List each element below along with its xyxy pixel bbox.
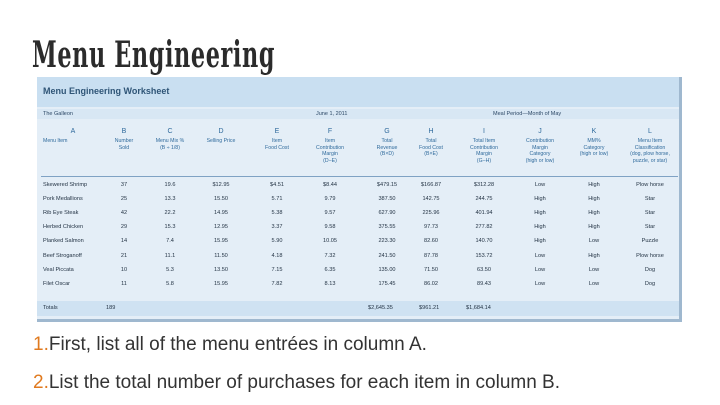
totals-bar <box>37 301 679 316</box>
bullet-1-text: First, list all of the menu entrées in column A. <box>48 334 427 355</box>
row-7-col-c: 5.3 <box>166 266 174 273</box>
row-8-col-k: Low <box>588 280 600 287</box>
row-2-col-k: High <box>588 196 600 203</box>
row-5-col-g: 223.30 <box>378 238 396 245</box>
row-4-col-d: 12.95 <box>214 224 228 231</box>
row-8-col-d: 15.95 <box>214 280 228 287</box>
row-3-col-f: 9.57 <box>324 210 336 217</box>
row-3-col-b: 42 <box>120 210 128 217</box>
column-letter-k: K <box>591 128 597 135</box>
row-8-col-g: 175.45 <box>378 280 396 287</box>
row-3-col-l: Star <box>644 210 656 217</box>
row-5-col-e: 5.90 <box>271 238 283 245</box>
column-letter-g: G <box>384 128 390 135</box>
row-2-col-e: 5.71 <box>271 196 283 203</box>
row-4-col-e: 3.37 <box>271 224 283 231</box>
row-5-col-d: 15.95 <box>214 238 228 245</box>
row-1-col-d: $12.95 <box>212 182 230 188</box>
column-letter-h: H <box>428 128 434 135</box>
column-letter-c: C <box>167 128 173 135</box>
column-letter-i: I <box>483 128 485 135</box>
column-header-i: Total Item Contribution Margin (G−H) <box>470 138 498 164</box>
row-2-col-d: 15.50 <box>214 196 228 203</box>
row-3-col-e: 5.38 <box>271 210 283 217</box>
row-3-col-a: Rib Eye Steak <box>43 210 79 217</box>
column-letter-j: J <box>538 128 542 135</box>
column-letter-a: A <box>70 128 76 135</box>
row-5-col-b: 14 <box>120 238 128 245</box>
column-header-d: Selling Price <box>206 138 236 144</box>
row-5-col-a: Planked Salmon <box>43 238 84 245</box>
row-1-col-k: High <box>588 182 600 188</box>
bullet-2 <box>33 372 560 394</box>
row-7-col-k: Low <box>588 266 600 273</box>
row-6-col-c: 11.1 <box>164 252 176 259</box>
column-letter-e: E <box>274 128 280 135</box>
bullet-2-text: List the total number of purchases for each item in column B. <box>48 372 561 393</box>
row-2-col-b: 25 <box>120 196 128 203</box>
row-8-col-i: 89.43 <box>477 280 491 287</box>
header-rule <box>41 176 678 177</box>
row-2-col-i: 244.75 <box>475 196 493 203</box>
row-1-col-f: $8.44 <box>323 182 337 188</box>
row-6-col-h: 87.78 <box>424 252 438 259</box>
row-7-col-h: 71.50 <box>424 266 438 273</box>
row-3-col-g: 627.90 <box>378 210 396 217</box>
row-6-col-d: 11.50 <box>214 252 228 259</box>
row-5-col-l: Puzzle <box>641 238 659 245</box>
row-3-col-d: 14.95 <box>214 210 228 217</box>
totals-label: Totals <box>43 305 58 311</box>
row-6-col-j: Low <box>534 252 546 259</box>
row-8-col-l: Dog <box>644 280 656 287</box>
row-1-col-j: Low <box>534 182 546 188</box>
row-2-col-g: 387.50 <box>378 196 396 203</box>
totals-revenue: $2,645.35 <box>368 305 393 311</box>
column-header-f: Item Contribution Margin (D−E) <box>316 138 344 164</box>
row-1-col-h: $166.87 <box>420 182 442 188</box>
slide-title: Menu Engineering <box>32 34 276 76</box>
row-8-col-b: 11 <box>121 280 127 287</box>
totals-food-cost: $961.21 <box>419 305 440 311</box>
row-1-col-g: $479.15 <box>376 182 398 188</box>
restaurant-name: The Galleon <box>43 111 73 117</box>
row-8-col-e: 7.82 <box>271 280 283 287</box>
totals-number-sold: 189 <box>106 305 116 311</box>
row-6-col-i: 153.72 <box>475 252 493 259</box>
row-3-col-c: 22.2 <box>164 210 176 217</box>
row-7-col-l: Dog <box>644 266 656 273</box>
row-6-col-g: 241.50 <box>378 252 396 259</box>
row-6-col-l: Plow horse <box>636 252 664 259</box>
column-letter-l: L <box>648 128 652 135</box>
row-2-col-h: 142.75 <box>422 196 440 203</box>
worksheet-date: June 1, 2011 <box>316 111 348 117</box>
row-2-col-c: 13.3 <box>164 196 176 203</box>
row-3-col-i: 401.94 <box>475 210 493 217</box>
row-4-col-g: 375.55 <box>378 224 396 231</box>
worksheet-title: Menu Engineering Worksheet <box>43 86 170 96</box>
row-1-col-e: $4.51 <box>270 182 284 188</box>
row-5-col-f: 10.05 <box>323 238 337 245</box>
row-7-col-b: 10 <box>120 266 128 273</box>
worksheet-meta-bar <box>37 109 679 119</box>
row-7-col-a: Veal Piccata <box>43 266 74 273</box>
column-letter-f: F <box>327 128 333 135</box>
row-7-col-i: 63.50 <box>477 266 491 273</box>
column-header-a: Menu Item <box>43 138 68 144</box>
row-7-col-e: 7.15 <box>271 266 283 273</box>
row-4-col-a: Herbed Chicken <box>43 224 84 231</box>
column-header-c: Menu Mix % (B ÷ 1/8) <box>155 138 185 151</box>
row-4-col-h: 97.73 <box>424 224 438 231</box>
row-8-col-h: 86.02 <box>424 280 438 287</box>
bullet-2-number: 2. <box>33 372 49 393</box>
row-2-col-a: Pork Medallions <box>43 196 83 203</box>
row-4-col-k: High <box>588 224 600 231</box>
row-8-col-c: 5.8 <box>166 280 174 287</box>
menu-engineering-worksheet <box>37 77 682 322</box>
row-6-col-a: Beef Stroganoff <box>43 252 82 259</box>
row-5-col-k: Low <box>588 238 600 245</box>
row-4-col-c: 15.3 <box>164 224 176 231</box>
row-5-col-j: High <box>534 238 546 245</box>
row-4-col-b: 29 <box>120 224 128 231</box>
row-5-col-c: 7.4 <box>166 238 174 245</box>
column-header-g: Total Revenue (B×D) <box>376 138 398 158</box>
row-1-col-a: Skewered Shrimp <box>43 182 88 188</box>
bullet-1-number: 1. <box>33 334 49 355</box>
row-3-col-j: High <box>534 210 546 217</box>
row-8-col-j: Low <box>534 280 546 287</box>
row-6-col-e: 4.18 <box>271 252 283 259</box>
row-2-col-f: 9.79 <box>324 196 336 203</box>
row-1-col-b: 37 <box>120 182 128 188</box>
row-6-col-b: 21 <box>120 252 128 259</box>
row-7-col-g: 135.00 <box>378 266 396 273</box>
row-4-col-j: High <box>534 224 546 231</box>
row-3-col-h: 225.96 <box>422 210 440 217</box>
row-8-col-a: Filet Oscar <box>43 280 71 287</box>
row-4-col-i: 277.82 <box>475 224 493 231</box>
column-letter-d: D <box>218 128 224 135</box>
row-1-col-l: Plow horse <box>636 182 664 188</box>
column-header-h: Total Food Cost (B×E) <box>419 138 443 158</box>
totals-contribution-margin: $1,684.14 <box>466 305 491 311</box>
row-7-col-j: Low <box>534 266 546 273</box>
meal-period: Meal Period—Month of May <box>493 111 562 117</box>
column-header-e: Item Food Cost <box>265 138 289 151</box>
column-header-b: Number Sold <box>114 138 134 151</box>
worksheet-header <box>37 77 679 107</box>
row-8-col-f: 8.13 <box>324 280 336 287</box>
column-header-k: MM% Category (high or low) <box>579 138 609 158</box>
row-1-col-c: 19.6 <box>164 182 176 188</box>
row-5-col-h: 82.60 <box>424 238 438 245</box>
row-5-col-i: 140.70 <box>475 238 493 245</box>
column-header-j: Contribution Margin Category (high or low) <box>525 138 555 164</box>
column-header-l: Menu Item Classification (dog, plow horse, puzzle, or star) <box>630 138 670 164</box>
row-4-col-f: 9.58 <box>324 224 336 231</box>
row-1-col-i: $312.28 <box>473 182 495 188</box>
row-6-col-k: High <box>588 252 600 259</box>
column-letter-b: B <box>121 128 127 135</box>
row-2-col-j: High <box>534 196 546 203</box>
row-7-col-f: 6.35 <box>324 266 336 273</box>
row-6-col-f: 7.32 <box>324 252 336 259</box>
row-2-col-l: Star <box>644 196 656 203</box>
bullet-1 <box>33 334 427 356</box>
row-4-col-l: Star <box>644 224 656 231</box>
row-3-col-k: High <box>588 210 600 217</box>
row-7-col-d: 13.50 <box>214 266 228 273</box>
